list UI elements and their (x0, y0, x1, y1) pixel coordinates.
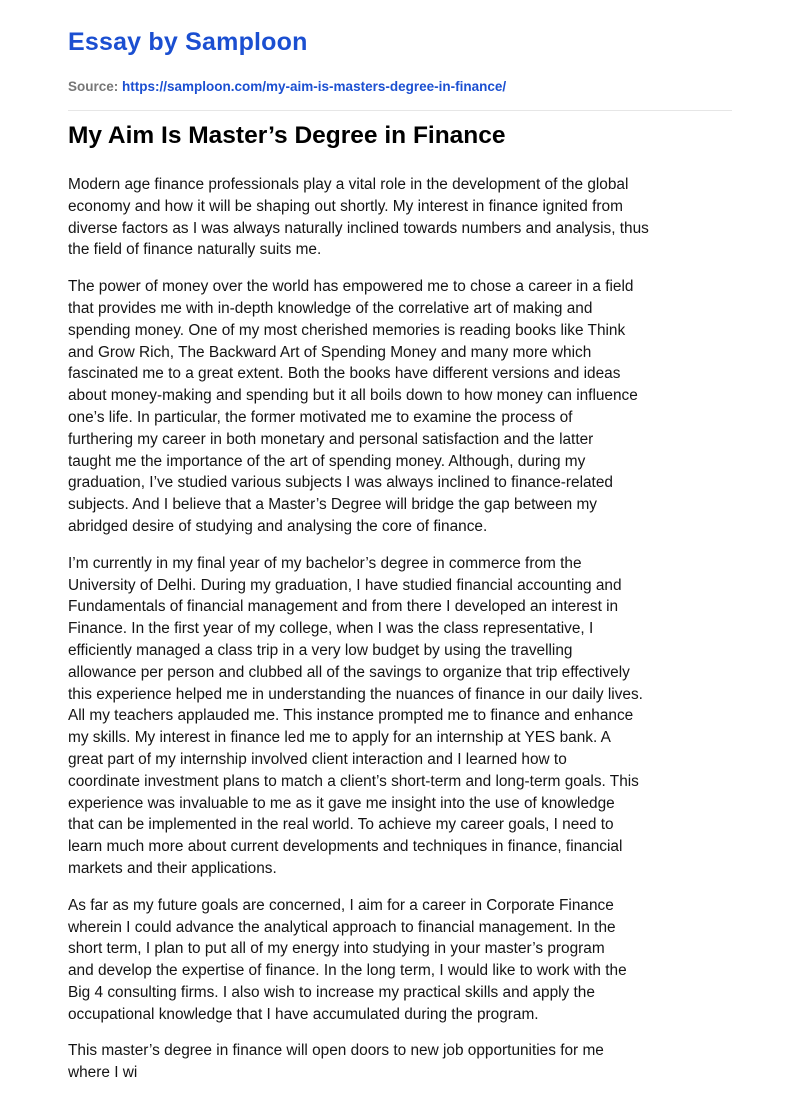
paragraph-line: diverse factors as I was always naturally inclined towards numbers and analysis, thus (68, 219, 649, 237)
paragraph-line: and Grow Rich, The Backward Art of Spending Money and many more which (68, 343, 592, 361)
paragraph-line: the field of finance naturally suits me. (68, 241, 322, 259)
paragraph (68, 895, 738, 1026)
paragraph-line: fascinated me to a great extent. Both the books have different versions and ideas (68, 365, 621, 383)
source-label: Source: (68, 79, 119, 94)
paragraph-line: All my teachers applauded me. This instance prompted me to finance and enhance (68, 707, 634, 725)
paragraph-line: economy and how it will be shaping out shortly. My interest in finance ignited from (68, 197, 623, 215)
paragraph (68, 1040, 738, 1084)
paragraph-line: about money-making and spending but it all boils down to how money can influence (68, 387, 638, 405)
paragraph-line: occupational knowledge that I have accumulated during the program. (68, 1005, 539, 1023)
paragraph-line: one’s life. In particular, the former motivated me to examine the process of (68, 408, 573, 426)
paragraph-line: and develop the expertise of finance. In the long term, I would like to work with the (68, 962, 627, 980)
paragraph-line: graduation, I’ve studied various subjects I was always inclined to finance-related (68, 474, 613, 492)
paragraph (68, 276, 738, 538)
paragraph-line: Finance. In the first year of my college, when I was the class representative, I (68, 620, 594, 638)
paragraph-line: my skills. My interest in finance led me to apply for an internship at YES bank. A (68, 729, 611, 747)
paragraph-line: Modern age finance professionals play a vital role in the development of the global (68, 176, 629, 193)
paragraph-line: experience was invaluable to me as it gave me insight into the use of knowledge (68, 794, 615, 812)
paragraph-line: coordinate investment plans to match a client’s short-term and long-term goals. This (68, 772, 639, 790)
paragraph-line: where I wi (68, 1064, 138, 1082)
paragraph-line: short term, I plan to put all of my energy into studying in your master’s program (68, 940, 605, 958)
paragraph (68, 553, 738, 880)
paragraph-line: Big 4 consulting firms. I also wish to increase my practical skills and apply the (68, 983, 595, 1001)
paragraph-line: allowance per person and clubbed all of the savings to organize that trip effectively (68, 663, 630, 681)
paragraph-line: furthering my career in both monetary and personal satisfaction and the latter (68, 430, 594, 448)
paragraph-line: Fundamentals of financial management and from there I developed an interest in (68, 598, 619, 616)
paragraph-line: The power of money over the world has empowered me to chose a career in a field (68, 278, 634, 296)
paragraph-line: This master’s degree in finance will open doors to new job opportunities for me (68, 1042, 604, 1060)
paragraph-line: I’m currently in my final year of my bachelor’s degree in commerce from the (68, 554, 582, 572)
paragraph-line: that provides me with in-depth knowledge of the correlative art of making and (68, 299, 593, 317)
paragraph-line: that can be implemented in the real world. To achieve my career goals, I need to (68, 816, 614, 834)
source-link[interactable]: https://samploon.com/my-aim-is-masters-degree-in-finance/ (122, 79, 507, 94)
essay-title: My Aim Is Master’s Degree in Finance (68, 122, 506, 149)
site-brand[interactable]: Essay by Samploon (68, 28, 308, 56)
paragraph-line: learn much more about current developments and techniques in finance, financial (68, 838, 623, 856)
paragraph-line: As far as my future goals are concerned, I aim for a career in Corporate Finance (68, 896, 614, 914)
divider (68, 110, 732, 111)
paragraph-line: spending money. One of my most cherished memories is reading books like Think (68, 321, 626, 339)
paragraph-line: great part of my internship involved client interaction and I learned how to (68, 750, 567, 768)
paragraph-line: wherein I could advance the analytical approach to financial management. In the (68, 918, 616, 936)
paragraph-line: abridged desire of studying and analysing the core of finance. (68, 517, 488, 535)
source-line (68, 79, 506, 94)
paragraph-line: University of Delhi. During my graduation, I have studied financial accounting and (68, 576, 622, 594)
paragraph-line: subjects. And I believe that a Master’s Degree will bridge the gap between my (68, 496, 597, 514)
essay-body (68, 174, 738, 1099)
paragraph (68, 174, 738, 261)
paragraph-line: markets and their applications. (68, 859, 277, 877)
paragraph-line: efficiently managed a class trip in a very low budget by using the travelling (68, 641, 573, 659)
paragraph-line: this experience helped me in understanding the nuances of finance in our daily lives. (68, 685, 643, 703)
paragraph-line: taught me the importance of the art of spending money. Although, during my (68, 452, 586, 470)
